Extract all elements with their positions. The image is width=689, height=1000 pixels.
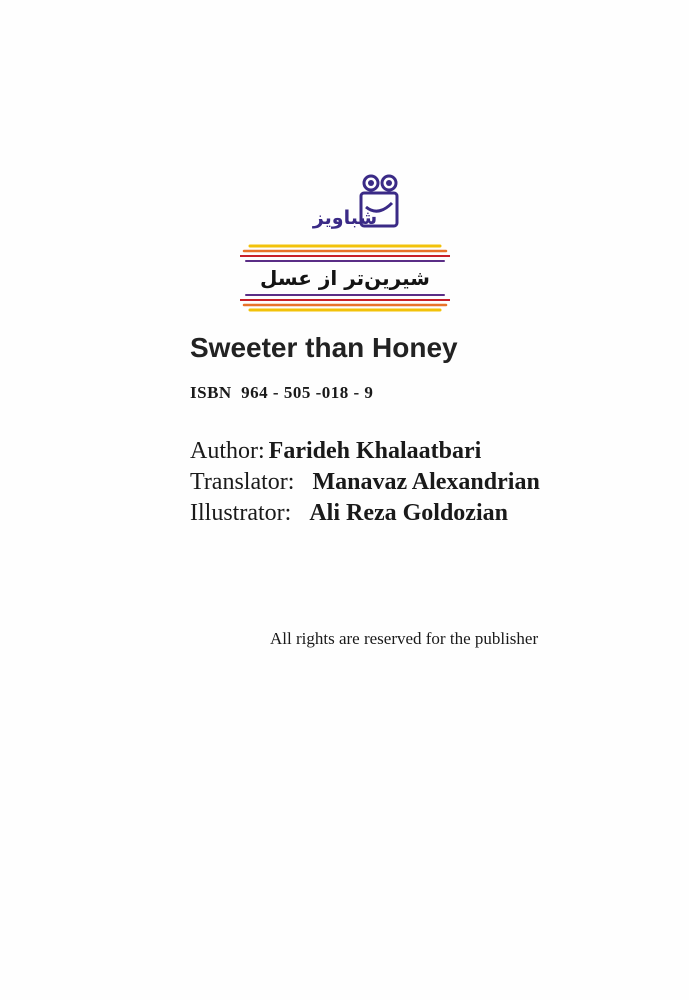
publisher-logo — [0, 165, 689, 235]
credit-role: Translator: — [190, 469, 295, 495]
credit-role: Author: — [190, 438, 265, 464]
author-credit — [190, 438, 481, 465]
title-banner — [240, 240, 450, 316]
rights-notice: All rights are reserved for the publisher — [270, 629, 539, 648]
credit-role: Illustrator: — [190, 500, 292, 526]
isbn-line: ISBN 964 - 505 -018 - 9 — [190, 383, 374, 402]
book-title: Sweeter than Honey — [190, 332, 458, 363]
persian-book-title: شیرین‌تر از عسل — [260, 266, 430, 290]
credit-name: Manavaz Alexandrian — [312, 469, 540, 495]
credit-name: Farideh Khalaatbari — [268, 438, 482, 464]
translator-credit — [190, 469, 540, 496]
illustrator-credit — [190, 500, 508, 527]
credit-name: Ali Reza Goldozian — [309, 500, 508, 526]
publisher-name: شباویز — [312, 207, 378, 229]
